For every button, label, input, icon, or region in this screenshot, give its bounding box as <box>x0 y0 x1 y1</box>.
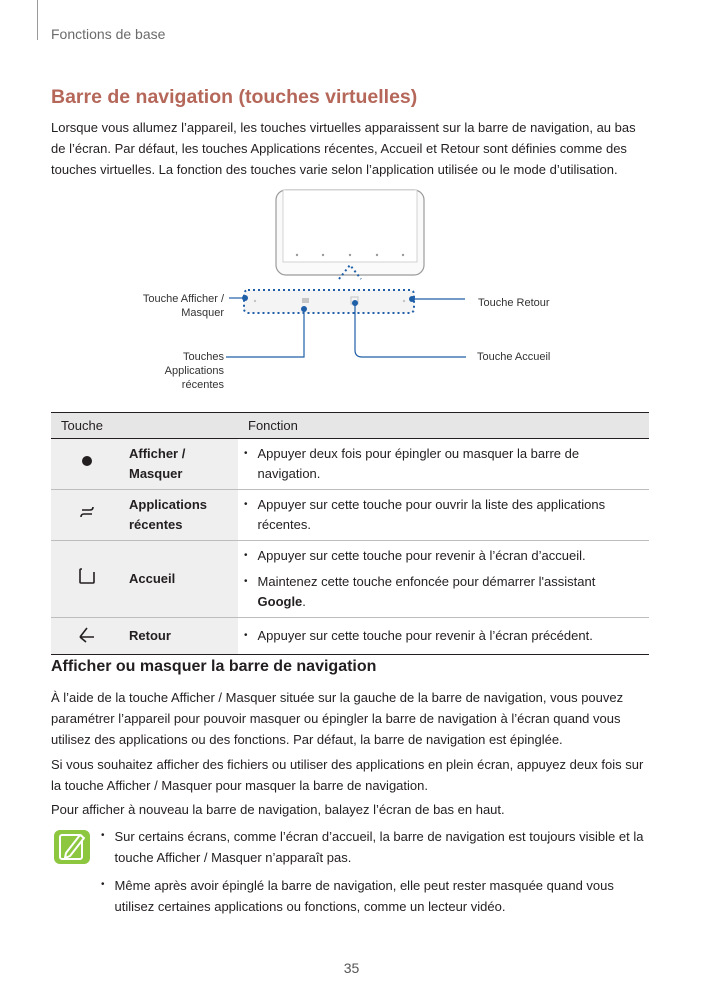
label-back-key: Touche Retour <box>478 297 550 309</box>
device-illustration <box>0 185 703 395</box>
key-name: Accueil <box>123 541 238 618</box>
back-arrow-icon <box>77 623 97 643</box>
label-show-hide-key: Touche Afficher / Masquer <box>142 293 224 319</box>
list-item: • Appuyer sur cette touche pour revenir à l’écran précédent. <box>244 628 593 643</box>
list-item: • Maintenez cette touche enfoncée pour démarrer l'assistant Google. <box>244 574 596 609</box>
page-number: 35 <box>343 960 360 976</box>
filled-dot-icon <box>79 453 95 469</box>
home-square-icon <box>77 566 97 586</box>
body-paragraph: Si vous souhaitez afficher des fichiers ou utiliser des applications en plein écran, appuyez deux fois sur la touche Afficher / Masquer pour masquer la barre de navigation. <box>51 757 644 793</box>
navigation-bar-figure <box>0 185 703 395</box>
note-list <box>101 826 651 917</box>
table-row <box>51 541 649 618</box>
recent-apps-icon <box>77 502 97 522</box>
column-header-function: Fonction <box>238 413 649 439</box>
keys-table <box>51 412 649 655</box>
page-title: Barre de navigation (touches virtuelles) <box>51 86 418 108</box>
list-item: • Appuyer sur cette touche pour ouvrir la liste des applications récentes. <box>244 497 606 532</box>
section-header: Fonctions de base <box>51 26 166 42</box>
key-name: Retour <box>123 618 238 655</box>
label-home-key: Touche Accueil <box>477 351 551 363</box>
key-name: Applications récentes <box>123 490 238 541</box>
margin-rule <box>37 0 38 40</box>
list-item: • Sur certains écrans, comme l’écran d’accueil, la barre de navigation est toujours visible et la touche Afficher / Masquer n’apparaît pas. <box>101 829 644 865</box>
table-row <box>51 618 649 655</box>
column-header-key: Touche <box>51 413 238 439</box>
key-name: Afficher / Masquer <box>123 439 238 490</box>
list-item: • Appuyer sur cette touche pour revenir à l’écran d’accueil. <box>244 548 586 563</box>
note-pencil-icon <box>53 829 93 865</box>
list-item: • Appuyer deux fois pour épingler ou masquer la barre de navigation. <box>244 446 580 481</box>
table-row <box>51 490 649 541</box>
body-paragraph: Pour afficher à nouveau la barre de navigation, balayez l’écran de bas en haut. <box>51 802 505 817</box>
section-subtitle: Afficher ou masquer la barre de navigation <box>51 658 377 675</box>
list-item: • Même après avoir épinglé la barre de navigation, elle peut rester masquée quand vous utilisez certaines applications ou fonctions, comme un lecteur vidéo. <box>101 878 614 914</box>
body-paragraph: À l’aide de la touche Afficher / Masquer située sur la gauche de la barre de navigation, vous pouvez paramétrer l’appareil pour pouvoir masquer ou épingler la barre de navigation à l’écran quand vous utilisez des applications ou des fonctions. Par défaut, la barre de navigation est épinglée. <box>51 690 624 747</box>
label-recent-apps-keys: Touches Applications récentes <box>164 351 224 391</box>
table-row <box>51 439 649 490</box>
intro-paragraph: Lorsque vous allumez l’appareil, les touches virtuelles apparaissent sur la barre de navigation, au bas de l’écran. Par défaut, les touches Applications récentes, Accueil et Retour sont définies comme des touches virtuelles. La fonction des touches varie selon l’application utilisée ou le mode d’utilisation. <box>51 120 636 177</box>
